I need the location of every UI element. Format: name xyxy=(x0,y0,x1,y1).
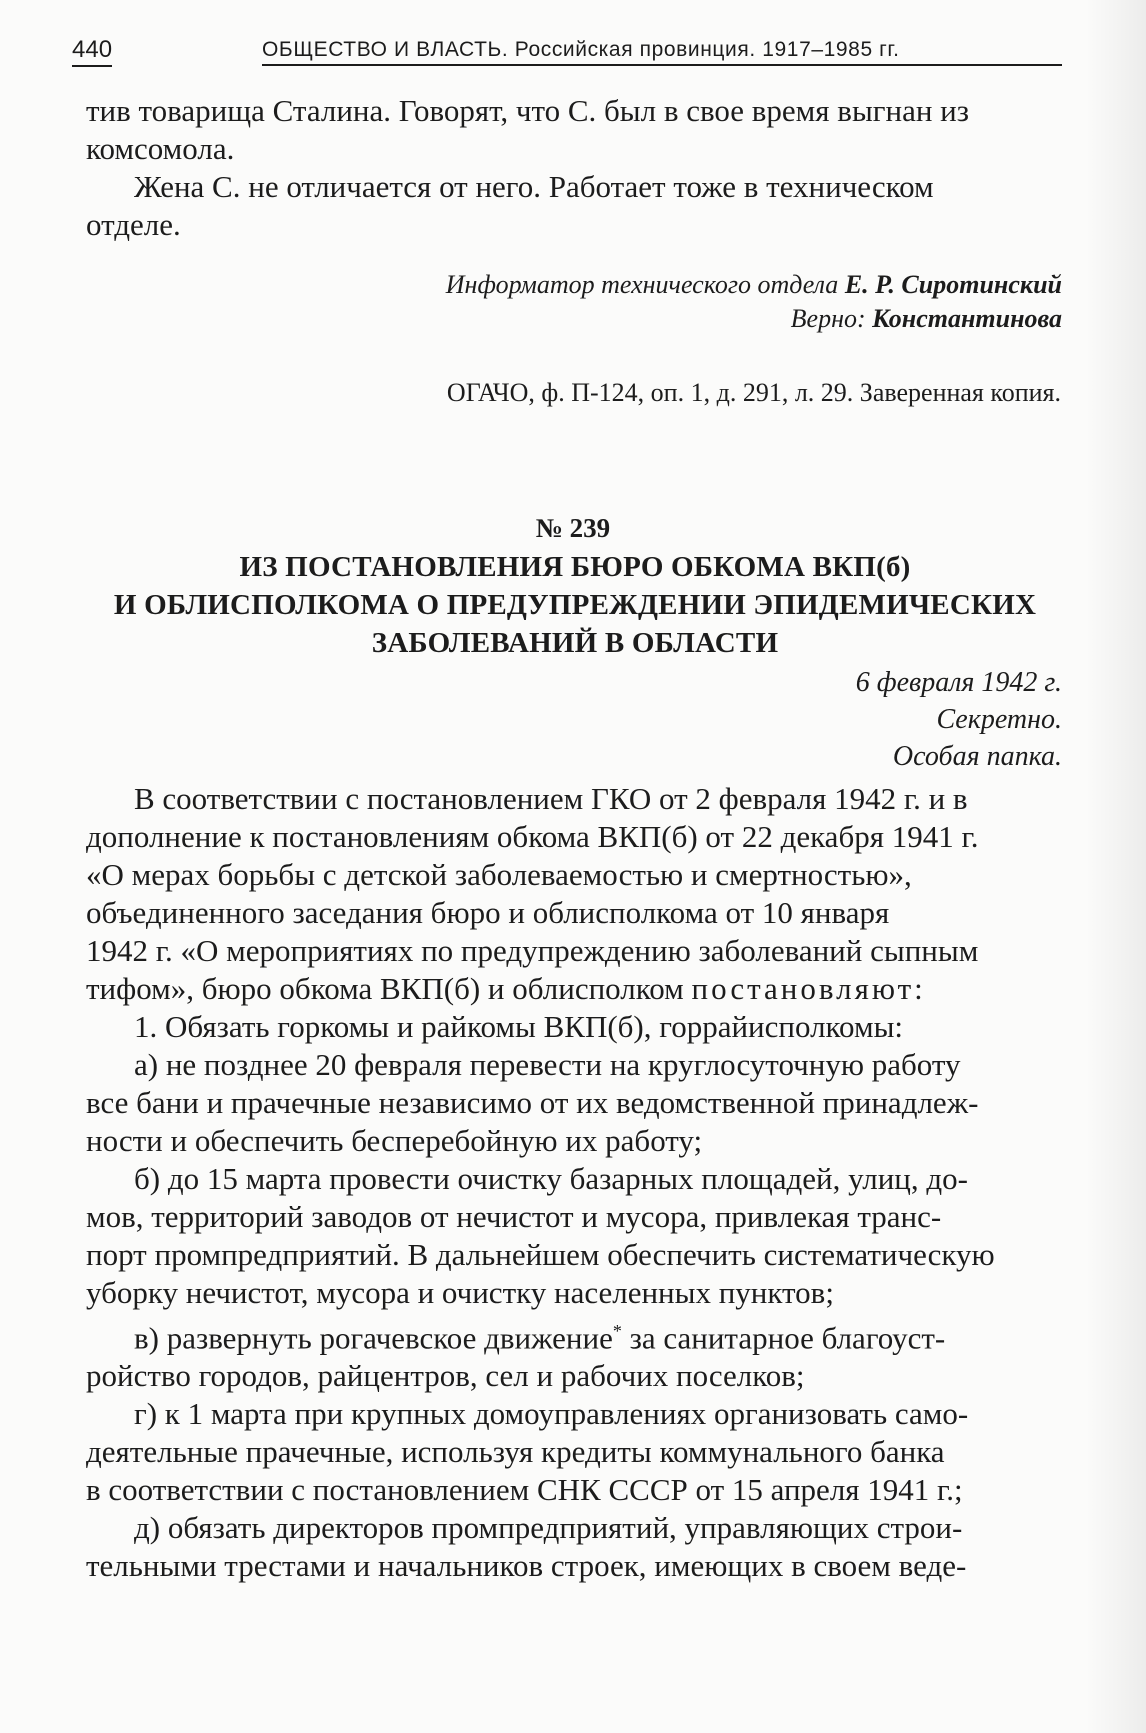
decree-item: б) до 15 марта провести очистку базарных площадей, улиц, до- xyxy=(134,1161,968,1196)
text-line: уборку нечистот, мусора и очистку населенных пунктов; xyxy=(86,1275,834,1310)
text-line xyxy=(86,970,1064,1008)
text-line: ройство городов, райцентров, сел и рабочих поселков; xyxy=(86,1358,805,1394)
document-number: № 239 xyxy=(535,513,611,543)
document-date: 6 февраля 1942 г. xyxy=(855,667,1062,698)
text-line: отделе. xyxy=(86,207,181,242)
page-number: 440 xyxy=(72,36,112,67)
text-line: порт промпредприятий. В дальнейшем обеспечить систематическую xyxy=(86,1237,995,1272)
previous-document-ending xyxy=(86,92,1064,244)
informant-position: Информатор технического отдела xyxy=(445,270,839,299)
title-line: ЗАБОЛЕВАНИЙ В ОБЛАСТИ xyxy=(371,627,779,659)
document-title xyxy=(86,548,1064,662)
text-line: В соответствии с постановлением ГКО от 2 февраля 1942 г. и в xyxy=(134,781,968,816)
informant-line xyxy=(86,268,1062,302)
text-line: «О мерах борьбы с детской заболеваемостью и смертностью», xyxy=(86,857,912,892)
footnote-mark: * xyxy=(612,1321,622,1341)
decree-word: постановляют: xyxy=(691,971,926,1006)
page-edge-shadow xyxy=(1086,0,1146,1733)
document-dateline xyxy=(86,664,1062,775)
text-line: в соответствии с постановлением СНК СССР от 15 апреля 1941 г.; xyxy=(86,1472,963,1508)
verified-line xyxy=(86,302,1062,336)
text-line: деятельные прачечные, используя кредиты коммунального банка xyxy=(86,1434,945,1470)
decree-item: 1. Обязать горкомы и райкомы ВКП(б), горрайисполкомы: xyxy=(134,1009,904,1044)
running-title: ОБЩЕСТВО И ВЛАСТЬ. Российская провинция. 1917–1985 гг. xyxy=(262,38,1062,66)
decree-items xyxy=(86,1008,1064,1585)
text-line: тив товарища Сталина. Говорят, что С. был в свое время выгнан из xyxy=(86,93,970,128)
text-line: объединенного заседания бюро и облисполкома от 10 января xyxy=(86,895,890,930)
decree-item xyxy=(86,1312,1064,1357)
text-line: все бани и прачечные независимо от их ведомственной принадлеж- xyxy=(86,1085,979,1120)
decree-item: г) к 1 марта при крупных домоуправлениях организовать само- xyxy=(134,1396,969,1432)
verified-label: Верно: xyxy=(790,304,866,333)
archive-reference: ОГАЧО, ф. П-124, оп. 1, д. 291, л. 29. Заверенная копия. xyxy=(446,378,1061,407)
special-folder-mark: Особая папка. xyxy=(892,741,1062,772)
text-line: мов, территорий заводов от нечистот и мусора, привлекая транс- xyxy=(86,1199,942,1234)
text-line: Жена С. не отличается от него. Работает тоже в техническом xyxy=(134,169,934,204)
text-line: ности и обеспечить бесперебойную их работу; xyxy=(86,1123,703,1158)
running-header xyxy=(72,36,1062,66)
text-line: дополнение к постановлениям обкома ВКП(б) от 22 декабря 1941 г. xyxy=(86,819,979,854)
decree-preamble xyxy=(86,780,1064,1008)
informant-signature xyxy=(86,268,1062,336)
verified-name: Константинова xyxy=(872,304,1062,333)
preamble-last-line: тифом», бюро обкома ВКП(б) и облисполком xyxy=(86,971,684,1006)
decree-item: а) не позднее 20 февраля перевести на круглосуточную работу xyxy=(134,1047,961,1082)
title-line: И ОБЛИСПОЛКОМА О ПРЕДУПРЕЖДЕНИИ ЭПИДЕМИЧЕСКИХ xyxy=(113,589,1037,621)
text-line: 1942 г. «О мероприятиях по предупреждению заболеваний сыпным xyxy=(86,933,979,968)
title-line: ИЗ ПОСТАНОВЛЕНИЯ БЮРО ОБКОМА ВКП(б) xyxy=(239,551,911,583)
text-line: тельными трестами и начальников строек, имеющих в своем веде- xyxy=(86,1548,967,1584)
text-line: комсомола. xyxy=(86,131,235,166)
item-v-continuation: за санитарное благоуст- xyxy=(629,1320,946,1356)
informant-name: Е. Р. Сиротинский xyxy=(844,270,1062,299)
decree-item: д) обязать директоров промпредприятий, управляющих строи- xyxy=(134,1510,963,1546)
item-v-text: в) развернуть рогачевское движение xyxy=(134,1320,613,1356)
classification-mark: Секретно. xyxy=(936,704,1062,735)
